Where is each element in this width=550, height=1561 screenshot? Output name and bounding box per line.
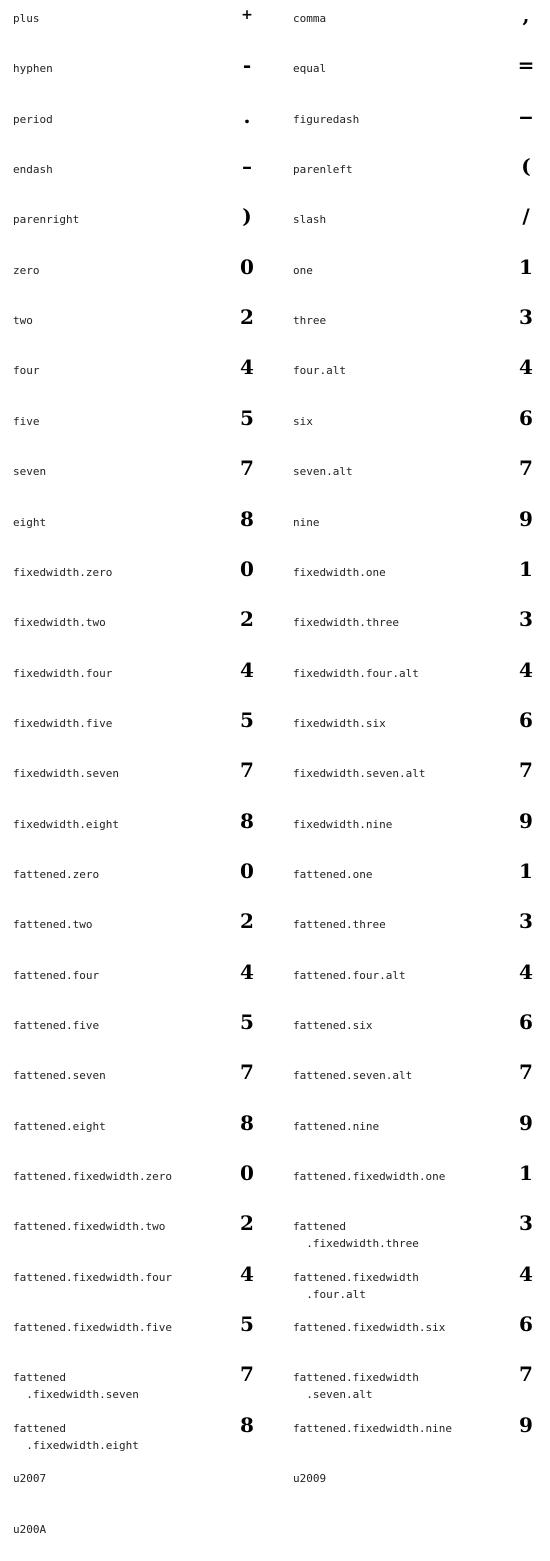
glyph-cell-left — [0, 252, 280, 302]
glyph-sample: 5 — [240, 1010, 254, 1034]
glyph-sample: = — [517, 53, 535, 78]
glyph-cell-left — [0, 1460, 280, 1510]
glyph-name: fattened.fixedwidth .seven.alt — [293, 1371, 419, 1402]
glyph-sample: 4 — [519, 959, 533, 984]
glyph-name: fixedwidth.four.alt — [293, 666, 419, 680]
glyph-sample: 0 — [240, 254, 254, 279]
glyph-row — [0, 1309, 550, 1359]
glyph-cell-left — [0, 151, 280, 201]
glyph-row — [0, 1108, 550, 1158]
glyph-name: fixedwidth.seven.alt — [293, 767, 426, 781]
glyph-row — [0, 1057, 550, 1107]
glyph-sample: 4 — [519, 1261, 533, 1286]
glyph-sample: 5 — [240, 405, 254, 430]
glyph-sample: 8 — [240, 1110, 254, 1135]
glyph-name: fattened.one — [293, 867, 373, 881]
glyph-cell-left — [0, 1511, 280, 1561]
glyph-name: fattened.fixedwidth.four — [13, 1270, 172, 1284]
glyph-name: fattened.fixedwidth.nine — [293, 1421, 452, 1435]
glyph-sample: ) — [242, 204, 252, 229]
glyph-name: fattened.eight — [13, 1119, 106, 1133]
glyph-name: fattened.three — [293, 918, 386, 932]
glyph-name: endash — [13, 163, 53, 177]
glyph-sample: 7 — [519, 1060, 533, 1085]
glyph-cell-left — [0, 0, 280, 50]
glyph-name: fattened .fixedwidth.three — [293, 1220, 419, 1251]
glyph-cell-left — [0, 1208, 280, 1258]
glyph-cell-left — [0, 201, 280, 251]
glyph-name: fattened.fixedwidth.two — [13, 1220, 166, 1234]
glyph-cell-left — [0, 604, 280, 654]
glyph-cell-right — [280, 1309, 550, 1359]
glyph-name: fattened.fixedwidth.six — [293, 1321, 446, 1335]
glyph-name: fattened.fixedwidth.one — [293, 1170, 446, 1184]
glyph-sample: 2 — [240, 305, 254, 330]
glyph-sample: 5 — [240, 707, 254, 732]
glyph-cell-left — [0, 1259, 280, 1309]
glyph-cell-left — [0, 856, 280, 906]
glyph-sample: 4 — [240, 355, 254, 380]
glyph-cell-right — [280, 705, 550, 755]
glyph-row — [0, 1410, 550, 1460]
glyph-cell-right — [280, 1259, 550, 1309]
glyph-cell-right — [280, 252, 550, 302]
glyph-name: one — [293, 263, 313, 277]
glyph-sample: 1 — [519, 254, 533, 279]
glyph-cell-right — [280, 302, 550, 352]
glyph-sample: 7 — [519, 456, 533, 481]
glyph-cell-left — [0, 1410, 280, 1460]
glyph-cell-left — [0, 302, 280, 352]
glyph-sample: - — [242, 53, 252, 78]
glyph-row — [0, 1359, 550, 1409]
glyph-row — [0, 1259, 550, 1309]
glyph-sample: 4 — [240, 657, 254, 682]
glyph-name: u2009 — [293, 1472, 327, 1486]
glyph-row — [0, 0, 550, 50]
glyph-cell-left — [0, 1108, 280, 1158]
glyph-name: four.alt — [293, 364, 346, 378]
glyph-cell-right — [280, 1460, 550, 1510]
glyph-cell-right — [280, 1511, 550, 1561]
glyph-name: hyphen — [13, 62, 53, 76]
glyph-sample: 7 — [240, 1060, 254, 1085]
glyph-cell-right — [280, 957, 550, 1007]
glyph-sample: 6 — [519, 707, 533, 732]
glyph-name: figuredash — [293, 112, 360, 126]
glyph-name: three — [293, 314, 327, 328]
glyph-sample: + — [241, 7, 253, 23]
glyph-sample: ‒ — [519, 103, 533, 128]
glyph-cell-right — [280, 50, 550, 100]
glyph-row — [0, 453, 550, 503]
glyph-name: period — [13, 112, 53, 126]
glyph-cell-right — [280, 906, 550, 956]
glyph-cell-right — [280, 403, 550, 453]
glyph-row — [0, 906, 550, 956]
glyph-cell-right — [280, 1158, 550, 1208]
glyph-cell-right — [280, 1359, 550, 1409]
glyph-sample: 6 — [519, 1312, 533, 1337]
glyph-sample: 4 — [240, 959, 254, 984]
glyph-sample: 8 — [240, 506, 254, 531]
glyph-name: two — [13, 314, 33, 328]
glyph-row — [0, 101, 550, 151]
glyph-sample: 6 — [519, 1010, 533, 1034]
glyph-cell-left — [0, 957, 280, 1007]
glyph-name: comma — [293, 12, 327, 25]
glyph-row — [0, 1208, 550, 1258]
glyph-name: plus — [13, 12, 40, 25]
glyph-sample: 1 — [519, 556, 533, 581]
glyph-cell-left — [0, 504, 280, 554]
glyph-row — [0, 604, 550, 654]
glyph-name: fattened .fixedwidth.eight — [13, 1421, 139, 1452]
glyph-name: fixedwidth.two — [13, 616, 106, 630]
glyph-name: fattened.five — [13, 1019, 100, 1032]
glyph-name: fattened.four.alt — [293, 968, 406, 982]
glyph-row — [0, 856, 550, 906]
glyph-sample: 8 — [240, 1412, 254, 1437]
glyph-name: fixedwidth.four — [13, 666, 113, 680]
glyph-cell-left — [0, 352, 280, 402]
glyph-cell-right — [280, 655, 550, 705]
glyph-name: fattened.seven.alt — [293, 1069, 413, 1083]
glyph-cell-right — [280, 0, 550, 50]
glyph-sample: 0 — [240, 1161, 254, 1186]
glyph-name: eight — [13, 515, 47, 529]
glyph-row — [0, 1511, 550, 1561]
glyph-cell-left — [0, 1309, 280, 1359]
glyph-name: fattened.fixedwidth.five — [13, 1321, 172, 1335]
glyph-sample: 8 — [240, 808, 254, 833]
glyph-sample: 5 — [240, 1312, 254, 1337]
glyph-cell-left — [0, 453, 280, 503]
glyph-sample: 3 — [519, 909, 533, 934]
glyph-cell-right — [280, 352, 550, 402]
glyph-sample: 7 — [240, 1362, 254, 1387]
glyph-name: parenright — [13, 213, 80, 227]
glyph-cell-right — [280, 554, 550, 604]
glyph-sample: 3 — [519, 305, 533, 330]
glyph-row — [0, 655, 550, 705]
glyph-name: fixedwidth.five — [13, 716, 113, 730]
glyph-cell-left — [0, 655, 280, 705]
glyph-sample: 3 — [519, 1211, 533, 1236]
glyph-cell-right — [280, 1410, 550, 1460]
glyph-cell-right — [280, 504, 550, 554]
glyph-sample: 0 — [240, 556, 254, 581]
glyph-cell-right — [280, 1208, 550, 1258]
glyph-row — [0, 1007, 550, 1057]
glyph-cell-left — [0, 50, 280, 100]
glyph-sample: 7 — [519, 1362, 533, 1387]
glyph-sample: , — [522, 3, 530, 27]
glyph-row — [0, 957, 550, 1007]
glyph-name: fixedwidth.nine — [293, 817, 393, 831]
glyph-row — [0, 554, 550, 604]
glyph-cell-left — [0, 906, 280, 956]
glyph-name: fattened.seven — [13, 1069, 106, 1083]
glyph-row — [0, 403, 550, 453]
glyph-sample: 9 — [519, 1110, 533, 1135]
glyph-sample: 2 — [240, 607, 254, 632]
glyph-name: nine — [293, 515, 320, 529]
glyph-sample: 4 — [519, 657, 533, 682]
glyph-row — [0, 201, 550, 251]
glyph-cell-right — [280, 201, 550, 251]
glyph-sample: 9 — [519, 506, 533, 531]
glyph-name: fixedwidth.one — [293, 565, 386, 579]
glyph-cell-right — [280, 604, 550, 654]
glyph-row — [0, 504, 550, 554]
glyph-sample: 3 — [519, 607, 533, 632]
glyph-row — [0, 755, 550, 805]
glyph-cell-left — [0, 1007, 280, 1057]
glyph-name: fattened.fixedwidth .four.alt — [293, 1270, 419, 1301]
glyph-cell-right — [280, 806, 550, 856]
glyph-cell-left — [0, 101, 280, 151]
glyph-name: fattened.zero — [13, 867, 100, 881]
glyph-sample: 7 — [240, 758, 254, 783]
glyph-cell-right — [280, 1007, 550, 1057]
glyph-name: parenleft — [293, 163, 353, 177]
glyph-name: six — [293, 414, 313, 428]
glyph-name: fixedwidth.three — [293, 616, 399, 630]
glyph-name: u2007 — [13, 1472, 47, 1486]
glyph-cell-left — [0, 1158, 280, 1208]
glyph-sample: ( — [521, 154, 531, 179]
glyph-cell-left — [0, 1057, 280, 1107]
glyph-row — [0, 705, 550, 755]
glyph-sample: 4 — [519, 355, 533, 380]
glyph-row — [0, 50, 550, 100]
glyph-name: four — [13, 364, 40, 378]
glyph-cell-left — [0, 554, 280, 604]
glyph-sample: – — [242, 154, 252, 179]
glyph-cell-left — [0, 755, 280, 805]
glyph-name: fattened.nine — [293, 1119, 380, 1133]
glyph-cell-left — [0, 1359, 280, 1409]
glyph-name: seven — [13, 465, 47, 479]
glyph-row — [0, 302, 550, 352]
glyph-cell-left — [0, 403, 280, 453]
glyph-sample: 9 — [519, 808, 533, 833]
glyph-row — [0, 806, 550, 856]
glyph-name: slash — [293, 213, 327, 227]
glyph-cell-right — [280, 856, 550, 906]
glyph-name: fattened .fixedwidth.seven — [13, 1371, 139, 1402]
glyph-sample: . — [243, 103, 251, 128]
glyph-cell-right — [280, 755, 550, 805]
glyph-sample: 0 — [240, 858, 254, 883]
glyph-cell-right — [280, 151, 550, 201]
glyph-name: equal — [293, 62, 327, 76]
glyph-sample: 4 — [240, 1261, 254, 1286]
glyph-sample: 1 — [519, 1161, 533, 1186]
glyph-sample: 7 — [240, 456, 254, 481]
glyph-row — [0, 352, 550, 402]
glyph-cell-left — [0, 806, 280, 856]
glyph-name: u200A — [13, 1522, 47, 1536]
glyph-sample: 2 — [240, 1211, 254, 1236]
glyph-name: zero — [13, 263, 40, 277]
glyph-row — [0, 1460, 550, 1510]
glyph-name: seven.alt — [293, 465, 353, 479]
glyph-cell-right — [280, 1057, 550, 1107]
glyph-sample: 7 — [519, 758, 533, 783]
glyph-name: fixedwidth.zero — [13, 565, 113, 579]
glyph-row — [0, 1158, 550, 1208]
glyph-name: fattened.six — [293, 1019, 373, 1032]
glyph-name: five — [13, 414, 40, 428]
glyph-name: fattened.two — [13, 918, 93, 932]
glyph-name: fixedwidth.seven — [13, 767, 119, 781]
glyph-row — [0, 151, 550, 201]
glyph-name: fixedwidth.eight — [13, 817, 119, 831]
glyph-cell-right — [280, 1108, 550, 1158]
glyph-sample: 9 — [519, 1412, 533, 1437]
glyph-row — [0, 252, 550, 302]
glyph-cell-left — [0, 705, 280, 755]
glyph-name: fattened.four — [13, 968, 100, 982]
glyph-cell-right — [280, 453, 550, 503]
glyph-name: fattened.fixedwidth.zero — [13, 1170, 172, 1184]
glyph-sample: 1 — [519, 858, 533, 883]
glyph-name: fixedwidth.six — [293, 716, 386, 730]
glyph-sample: 2 — [240, 909, 254, 934]
glyph-sample: / — [522, 204, 530, 229]
glyph-sample: 6 — [519, 405, 533, 430]
glyph-cell-right — [280, 101, 550, 151]
